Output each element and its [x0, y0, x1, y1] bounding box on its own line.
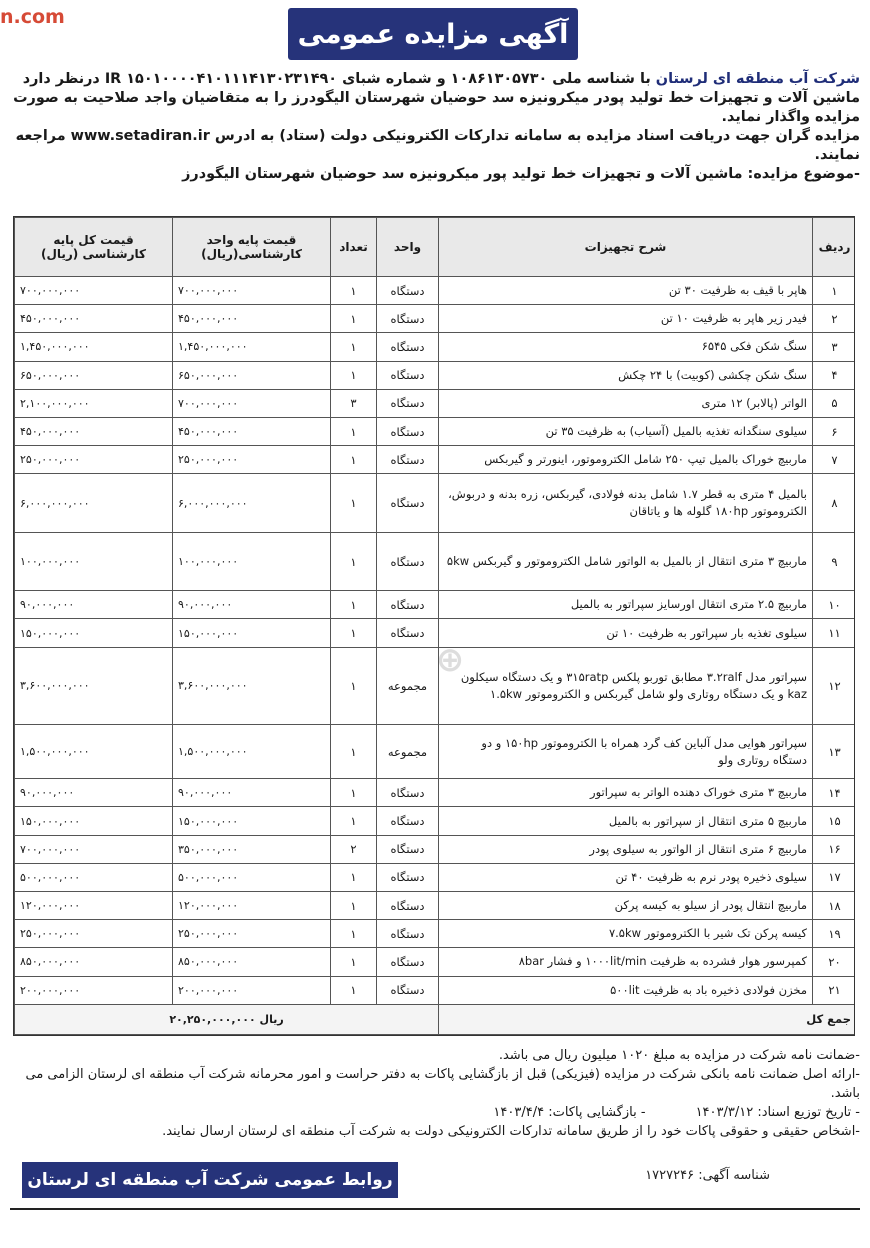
row-unit: دستگاه	[377, 807, 439, 835]
row-unit-price: ۱۵۰,۰۰۰,۰۰۰	[173, 619, 331, 647]
row-number: ۱۹	[813, 920, 856, 948]
row-total-price: ۱۰۰,۰۰۰,۰۰۰	[15, 532, 173, 590]
row-quantity: ۱	[331, 892, 377, 920]
row-unit: دستگاه	[377, 277, 439, 305]
table-row	[15, 863, 856, 891]
row-unit-price: ۱۰۰,۰۰۰,۰۰۰	[173, 532, 331, 590]
ad-id: شناسه آگهی: ۱۷۲۷۲۴۶	[645, 1168, 770, 1183]
row-description: ماربیچ ۲.۵ متری انتقال اورسایز سپراتور به بالمیل	[439, 591, 813, 619]
note-dates	[10, 1103, 860, 1122]
table-row	[15, 591, 856, 619]
row-total-price: ۱,۵۰۰,۰۰۰,۰۰۰	[15, 724, 173, 778]
row-unit: دستگاه	[377, 361, 439, 389]
row-unit-price: ۸۵۰,۰۰۰,۰۰۰	[173, 948, 331, 976]
row-quantity: ۱	[331, 863, 377, 891]
table-row	[15, 807, 856, 835]
watermark-logo: ⊕	[435, 640, 465, 680]
row-description: ماربیچ خوراک بالمیل تیپ ۲۵۰ شامل الکتروموتور، اینورتر و گیربکس	[439, 446, 813, 474]
row-unit: دستگاه	[377, 417, 439, 445]
table-body	[15, 277, 856, 1005]
table-row	[15, 361, 856, 389]
header-description: شرح تجهیزات	[439, 218, 813, 277]
row-description: سیلوی سنگدانه تغذیه بالمیل (آسیاب) به ظرفیت ۳۵ تن	[439, 417, 813, 445]
table-row	[15, 305, 856, 333]
row-description: سنگ شکن چکشی (کوبیت) با ۲۴ چکش	[439, 361, 813, 389]
row-unit-price: ۱۵۰,۰۰۰,۰۰۰	[173, 807, 331, 835]
row-total-price: ۲,۱۰۰,۰۰۰,۰۰۰	[15, 389, 173, 417]
row-description: سیلوی ذخیره پودر نرم به ظرفیت ۴۰ تن	[439, 863, 813, 891]
notes	[10, 1046, 860, 1141]
table-row	[15, 474, 856, 532]
row-description: ماربیچ ۵ متری انتقال از سپراتور به بالمیل	[439, 807, 813, 835]
row-number: ۱۰	[813, 591, 856, 619]
table-row	[15, 835, 856, 863]
row-unit: مجموعه	[377, 724, 439, 778]
row-total-price: ۹۰,۰۰۰,۰۰۰	[15, 591, 173, 619]
row-unit: مجموعه	[377, 647, 439, 724]
row-total-price: ۱۲۰,۰۰۰,۰۰۰	[15, 892, 173, 920]
row-quantity: ۱	[331, 591, 377, 619]
row-total-price: ۳,۶۰۰,۰۰۰,۰۰۰	[15, 647, 173, 724]
row-total-price: ۷۰۰,۰۰۰,۰۰۰	[15, 277, 173, 305]
intro-text	[10, 70, 860, 184]
row-unit: دستگاه	[377, 976, 439, 1004]
row-description: کمپرسور هوار فشرده به ظرفیت ۱۰۰۰lit/min و فشار ۸bar	[439, 948, 813, 976]
note-original-guarantee: -ارائه اصل ضمانت نامه بانکی شرکت در مزایده (فیزیکی) قبل از بازگشایی پاکات به دفتر حراست و امور محرمانه شرکت آب منطقه ای لرستان الزامی می باشد.	[25, 1067, 860, 1101]
header-total-price: قیمت کل پایه کارشناسی (ریال)	[15, 218, 173, 277]
total-row	[15, 1005, 856, 1035]
row-unit-price: ۳۵۰,۰۰۰,۰۰۰	[173, 835, 331, 863]
row-quantity: ۱	[331, 474, 377, 532]
table-row	[15, 779, 856, 807]
row-unit: دستگاه	[377, 920, 439, 948]
row-quantity: ۱	[331, 948, 377, 976]
table-row	[15, 647, 856, 724]
row-description: الواتر (پالابر) ۱۲ متری	[439, 389, 813, 417]
table-row	[15, 892, 856, 920]
row-total-price: ۲۵۰,۰۰۰,۰۰۰	[15, 446, 173, 474]
row-quantity: ۱	[331, 920, 377, 948]
row-total-price: ۱۵۰,۰۰۰,۰۰۰	[15, 807, 173, 835]
table-row	[15, 389, 856, 417]
note-opening-date: - بازگشایی پاکات: ۱۴۰۳/۴/۴	[493, 1105, 646, 1120]
row-unit-price: ۲۵۰,۰۰۰,۰۰۰	[173, 446, 331, 474]
intro-line-1	[10, 70, 860, 127]
row-total-price: ۵۰۰,۰۰۰,۰۰۰	[15, 863, 173, 891]
row-total-price: ۴۵۰,۰۰۰,۰۰۰	[15, 305, 173, 333]
row-number: ۱۵	[813, 807, 856, 835]
row-unit: دستگاه	[377, 474, 439, 532]
row-description: بالمیل ۴ متری به قطر ۱.۷ شامل بدنه فولادی، گیربکس، زره بدنه و دربوش، الکتروموتور ۱۸۰hp گلوله ها و یاتاقان	[439, 474, 813, 532]
row-quantity: ۱	[331, 333, 377, 361]
row-unit-price: ۴۵۰,۰۰۰,۰۰۰	[173, 417, 331, 445]
equipment-table-wrap	[13, 216, 855, 1036]
total-value: ۲۰,۲۵۰,۰۰۰,۰۰۰ ریال	[15, 1005, 439, 1035]
row-total-price: ۶۵۰,۰۰۰,۰۰۰	[15, 361, 173, 389]
row-unit: دستگاه	[377, 305, 439, 333]
row-unit: دستگاه	[377, 389, 439, 417]
intro-line-2: مزایده گران جهت دریافت اسناد مزایده به سامانه تدارکات الکترونیکی دولت (ستاد) به ادرس www.setadiran.ir مراجعه نمایند.	[15, 128, 860, 163]
table-row	[15, 417, 856, 445]
row-number: ۱۲	[813, 647, 856, 724]
row-number: ۱۸	[813, 892, 856, 920]
row-unit-price: ۳,۶۰۰,۰۰۰,۰۰۰	[173, 647, 331, 724]
note-submission: -اشخاص حقیقی و حقوقی پاکات خود را از طریق سامانه تدارکات الکترونیکی دولت به شرکت آب منطقه ای لرستان ارسال نمایند.	[162, 1124, 860, 1139]
row-total-price: ۴۵۰,۰۰۰,۰۰۰	[15, 417, 173, 445]
row-description: کیسه پرکن تک شیر با الکتروموتور ۷.۵kw	[439, 920, 813, 948]
bottom-divider	[10, 1208, 860, 1210]
row-number: ۱۳	[813, 724, 856, 778]
company-name: شرکت آب منطقه ای لرستان	[655, 71, 860, 87]
row-quantity: ۱	[331, 277, 377, 305]
row-unit-price: ۷۰۰,۰۰۰,۰۰۰	[173, 277, 331, 305]
row-description: هاپر با قیف به ظرفیت ۳۰ تن	[439, 277, 813, 305]
row-description: سپراتور هوایی مدل آلباین کف گرد همراه با الکتروموتور ۱۵۰hp و دو دستگاه روتاری ولو	[439, 724, 813, 778]
row-quantity: ۱	[331, 619, 377, 647]
table-header-row	[15, 218, 856, 277]
row-total-price: ۶,۰۰۰,۰۰۰,۰۰۰	[15, 474, 173, 532]
table-row	[15, 333, 856, 361]
row-unit-price: ۲۵۰,۰۰۰,۰۰۰	[173, 920, 331, 948]
table-row	[15, 619, 856, 647]
row-number: ۳	[813, 333, 856, 361]
row-unit: دستگاه	[377, 835, 439, 863]
row-quantity: ۱	[331, 807, 377, 835]
row-unit: دستگاه	[377, 619, 439, 647]
row-unit-price: ۱۲۰,۰۰۰,۰۰۰	[173, 892, 331, 920]
row-description: ماربیچ ۶ متری انتقال از الواتور به سیلوی پودر	[439, 835, 813, 863]
row-total-price: ۱,۴۵۰,۰۰۰,۰۰۰	[15, 333, 173, 361]
row-quantity: ۲	[331, 835, 377, 863]
row-description: سیلوی تغذیه بار سپراتور به ظرفیت ۱۰ تن	[439, 619, 813, 647]
row-number: ۸	[813, 474, 856, 532]
row-quantity: ۱	[331, 305, 377, 333]
row-description: فیدر زیر هاپر به ظرفیت ۱۰ تن	[439, 305, 813, 333]
row-number: ۵	[813, 389, 856, 417]
row-unit-price: ۴۵۰,۰۰۰,۰۰۰	[173, 305, 331, 333]
table-row	[15, 976, 856, 1004]
row-unit-price: ۶۵۰,۰۰۰,۰۰۰	[173, 361, 331, 389]
row-unit-price: ۱,۵۰۰,۰۰۰,۰۰۰	[173, 724, 331, 778]
row-description: ماربیچ ۳ متری انتقال از بالمیل به الواتور شامل الکتروموتور و گیربکس ۵kw	[439, 532, 813, 590]
note-distribution-date: - تاریخ توزیع اسناد: ۱۴۰۳/۳/۱۲	[695, 1105, 860, 1120]
table-row	[15, 948, 856, 976]
row-unit-price: ۱,۴۵۰,۰۰۰,۰۰۰	[173, 333, 331, 361]
row-quantity: ۱	[331, 976, 377, 1004]
row-description: ماربیچ انتقال پودر از سیلو به کیسه پرکن	[439, 892, 813, 920]
row-number: ۱۱	[813, 619, 856, 647]
row-unit-price: ۷۰۰,۰۰۰,۰۰۰	[173, 389, 331, 417]
row-unit-price: ۶,۰۰۰,۰۰۰,۰۰۰	[173, 474, 331, 532]
row-description: سنگ شکن فکی ۶۵۴۵	[439, 333, 813, 361]
row-unit-price: ۹۰,۰۰۰,۰۰۰	[173, 779, 331, 807]
row-total-price: ۸۵۰,۰۰۰,۰۰۰	[15, 948, 173, 976]
row-unit: دستگاه	[377, 779, 439, 807]
header-row-number: ردیف	[813, 218, 856, 277]
row-unit: دستگاه	[377, 863, 439, 891]
row-unit-price: ۵۰۰,۰۰۰,۰۰۰	[173, 863, 331, 891]
row-unit: دستگاه	[377, 333, 439, 361]
row-description: مخزن فولادی ذخیره باد به ظرفیت ۵۰۰lit	[439, 976, 813, 1004]
row-number: ۱۷	[813, 863, 856, 891]
equipment-table	[14, 217, 855, 1035]
row-quantity: ۱	[331, 446, 377, 474]
row-quantity: ۱	[331, 724, 377, 778]
table-row	[15, 920, 856, 948]
total-label: جمع کل	[439, 1005, 856, 1035]
row-number: ۷	[813, 446, 856, 474]
row-description: سپراتور مدل ۳.۲ralf مطابق توربو پلکس ۳۱۵ratp و یک دستگاه سیکلون kaz و یک دستگاه روتاری ولو شامل گیربکس و الکتروموتور ۱.۵kw	[439, 647, 813, 724]
header-quantity: تعداد	[331, 218, 377, 277]
row-total-price: ۷۰۰,۰۰۰,۰۰۰	[15, 835, 173, 863]
row-number: ۲۰	[813, 948, 856, 976]
row-quantity: ۱	[331, 647, 377, 724]
row-number: ۹	[813, 532, 856, 590]
note-guarantee: -ضمانت نامه شرکت در مزایده به مبلغ ۱۰۲۰ میلیون ریال می باشد.	[498, 1048, 860, 1063]
row-number: ۴	[813, 361, 856, 389]
row-number: ۲	[813, 305, 856, 333]
row-number: ۱۶	[813, 835, 856, 863]
row-quantity: ۱	[331, 417, 377, 445]
row-number: ۲۱	[813, 976, 856, 1004]
header-unit: واحد	[377, 218, 439, 277]
row-quantity: ۱	[331, 361, 377, 389]
intro-line-1-rest: با شناسه ملی ۱۰۸۶۱۳۰۵۷۳۰ و شماره شبای IR ۱۵۰۱۰۰۰۰۴۱۰۱۱۱۴۱۳۰۲۳۱۴۹۰ درنظر دارد ماشین آلات و تجهیزات خط تولید پودر میکرونیزه سد حوضیان شهرستان الیگودرز را به متقاضیان واجد صلاحیت به صورت مزایده واگذار نماید.	[13, 71, 860, 125]
row-total-price: ۲۰۰,۰۰۰,۰۰۰	[15, 976, 173, 1004]
table-row	[15, 446, 856, 474]
table-row	[15, 724, 856, 778]
row-unit-price: ۲۰۰,۰۰۰,۰۰۰	[173, 976, 331, 1004]
row-unit: دستگاه	[377, 532, 439, 590]
header-unit-price: قیمت پایه واحد کارشناسی(ریال)	[173, 218, 331, 277]
row-quantity: ۱	[331, 779, 377, 807]
row-quantity: ۱	[331, 532, 377, 590]
ad-title: آگهی مزایده عمومی	[288, 8, 578, 60]
row-unit: دستگاه	[377, 446, 439, 474]
row-total-price: ۱۵۰,۰۰۰,۰۰۰	[15, 619, 173, 647]
row-number: ۱۴	[813, 779, 856, 807]
row-unit: دستگاه	[377, 591, 439, 619]
row-total-price: ۹۰,۰۰۰,۰۰۰	[15, 779, 173, 807]
row-unit: دستگاه	[377, 948, 439, 976]
row-number: ۱	[813, 277, 856, 305]
intro-line-3: -موضوع مزایده: ماشین آلات و تجهیزات خط تولید پور میکرونیزه سد حوضیان شهرستان الیگودرز	[182, 166, 860, 182]
row-unit: دستگاه	[377, 892, 439, 920]
table-row	[15, 277, 856, 305]
row-description: ماربیچ ۳ متری خوراک دهنده الواتر به سپراتور	[439, 779, 813, 807]
row-quantity: ۳	[331, 389, 377, 417]
table-row	[15, 532, 856, 590]
row-total-price: ۲۵۰,۰۰۰,۰۰۰	[15, 920, 173, 948]
footer-banner: روابط عمومی شرکت آب منطقه ای لرستان	[22, 1162, 398, 1198]
site-mark: n.com	[0, 6, 65, 28]
row-unit-price: ۹۰,۰۰۰,۰۰۰	[173, 591, 331, 619]
row-number: ۶	[813, 417, 856, 445]
